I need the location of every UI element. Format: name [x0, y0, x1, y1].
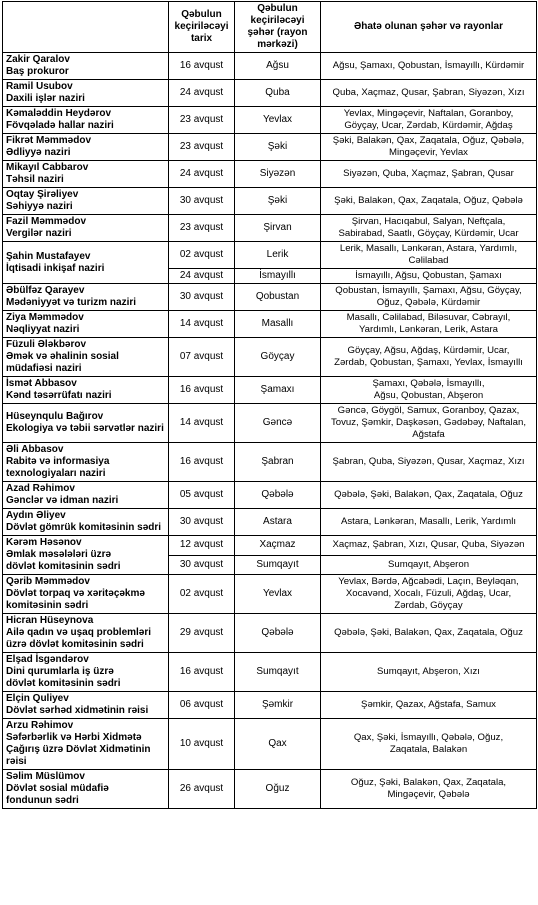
reception-date-cell: 02 avqust: [169, 242, 235, 269]
reception-city-cell: Siyəzən: [235, 161, 321, 188]
covered-areas-line: Qax, Şəki, İsmayıllı, Qəbələ, Oğuz,: [353, 732, 504, 743]
covered-areas-cell: [321, 575, 537, 614]
official-name-cell: [3, 443, 169, 482]
reception-city-cell: Lerik: [235, 242, 321, 269]
official-name: Fazil Məmmədov: [6, 216, 87, 227]
covered-areas-line: Xaçmaz, Şabran, Xızı, Qusar, Quba, Siyəzən: [332, 539, 525, 551]
official-name: İsmət Abbasov: [6, 378, 77, 389]
official-position: Dövlət sosial müdafiə: [6, 783, 109, 794]
covered-areas-cell: [321, 80, 537, 107]
reception-date-cell: 16 avqust: [169, 653, 235, 692]
reception-date-cell: 14 avqust: [169, 404, 235, 443]
official-name: Fikrət Məmmədov: [6, 135, 92, 146]
covered-areas-line: Ağsu, Qobustan, Abşeron: [373, 390, 484, 401]
covered-areas-cell: [321, 443, 537, 482]
table-row: [3, 284, 537, 311]
reception-date-cell: 24 avqust: [169, 269, 235, 284]
table-row: [3, 161, 537, 188]
table-header-row: [3, 2, 537, 53]
official-name-cell: [3, 377, 169, 404]
reception-schedule-table: [2, 1, 537, 809]
table-row: [3, 443, 537, 482]
official-name: Arzu Rəhimov: [6, 720, 74, 731]
table-row: [3, 509, 537, 536]
reception-date-cell: 30 avqust: [169, 284, 235, 311]
reception-date-cell: 30 avqust: [169, 188, 235, 215]
covered-areas-line: Astara, Lənkəran, Masallı, Lerik, Yardımlı: [340, 516, 517, 527]
covered-areas-line: Yardımlı, Lənkəran, Lerik, Astara: [359, 324, 498, 335]
reception-city-cell: Şamaxı: [235, 377, 321, 404]
covered-areas-line: Masallı, Cəlilabad, Biləsuvar, Cəbrayıl,: [346, 312, 511, 323]
covered-areas-cell: [321, 377, 537, 404]
covered-areas-cell: [321, 215, 537, 242]
reception-city-cell: Şəki: [235, 188, 321, 215]
official-name: Hicran Hüseynova: [6, 615, 94, 626]
official-position: rəisi: [6, 756, 27, 767]
official-position: Ekologiya və təbii sərvətlər naziri: [6, 423, 164, 434]
official-position: Əmlak məsələləri üzrə: [6, 549, 112, 560]
reception-city-cell: Astara: [235, 509, 321, 536]
official-position: Vergilər naziri: [6, 228, 72, 239]
covered-areas-line: Şəmkir, Qazax, Ağstafa, Samux: [361, 699, 496, 710]
covered-areas-cell: [321, 770, 537, 809]
covered-areas-line: Lerik, Masallı, Lənkəran, Astara, Yardımlı,: [339, 243, 518, 254]
official-name: Səlim Müslümov: [6, 771, 85, 782]
official-position: texnologiyaları naziri: [6, 468, 106, 479]
reception-city-cell: Yevlax: [235, 575, 321, 614]
reception-date-cell: 24 avqust: [169, 161, 235, 188]
official-name-cell: [3, 107, 169, 134]
reception-date-cell: 07 avqust: [169, 338, 235, 377]
covered-areas-cell: [321, 404, 537, 443]
official-position: fondunun sədri: [6, 795, 79, 806]
covered-areas-cell: [321, 242, 537, 269]
official-position: Təhsil naziri: [6, 174, 64, 185]
official-name-cell: [3, 242, 169, 284]
official-name: Elçin Quliyev: [6, 693, 69, 704]
covered-areas-line: Cəlilabad: [408, 255, 449, 266]
covered-areas-line: Sumqayıt, Abşeron, Xızı: [377, 666, 480, 677]
table-row: [3, 404, 537, 443]
table-row: [3, 134, 537, 161]
official-name-cell: [3, 134, 169, 161]
official-name: Oqtay Şirəliyev: [6, 189, 79, 200]
official-name: Ziya Məmmədov: [6, 312, 84, 323]
table-row: [3, 338, 537, 377]
covered-areas-cell: [321, 134, 537, 161]
reception-city-cell: Yevlax: [235, 107, 321, 134]
covered-areas-line: Zərdab, Qobustan, Şamaxı, Yevlax, İsmayıllı: [334, 357, 523, 368]
official-name: Kəmaləddin Heydərov: [6, 108, 112, 119]
covered-areas-line: Mingəçevir, Qəbələ: [387, 789, 470, 800]
covered-areas-line: Zərdab, Göyçay: [394, 600, 463, 611]
official-position: Nəqliyyat naziri: [6, 324, 80, 335]
reception-city-cell: Xaçmaz: [235, 536, 321, 556]
official-position: Gənclər və idman naziri: [6, 495, 119, 506]
table-row: [3, 482, 537, 509]
table-body: [3, 53, 537, 809]
reception-date-cell: 26 avqust: [169, 770, 235, 809]
table-row: [3, 311, 537, 338]
reception-date-cell: 16 avqust: [169, 443, 235, 482]
official-name: Azad Rəhimov: [6, 483, 75, 494]
reception-city-cell: Qax: [235, 719, 321, 770]
table-row: [3, 215, 537, 242]
covered-areas-cell: [321, 536, 537, 556]
reception-city-cell: Göyçay: [235, 338, 321, 377]
covered-areas-cell: [321, 338, 537, 377]
reception-date-cell: 12 avqust: [169, 536, 235, 556]
covered-areas-cell: [321, 555, 537, 575]
covered-areas-line: Quba, Xaçmaz, Qusar, Şabran, Siyəzən, Xızı: [332, 87, 525, 98]
official-position: dövlət komitəsinin sədri: [6, 678, 121, 689]
reception-city-cell: Sumqayıt: [235, 555, 321, 575]
official-name-cell: [3, 404, 169, 443]
official-position: Dövlət gömrük komitəsinin sədri: [6, 522, 162, 533]
covered-areas-line: Zaqatala, Balakən: [389, 744, 468, 755]
official-name-cell: [3, 575, 169, 614]
official-name-cell: [3, 338, 169, 377]
covered-areas-cell: [321, 188, 537, 215]
official-name-cell: [3, 284, 169, 311]
reception-city-cell: Gəncə: [235, 404, 321, 443]
reception-date-cell: 23 avqust: [169, 134, 235, 161]
official-name-cell: [3, 311, 169, 338]
reception-date-cell: 30 avqust: [169, 509, 235, 536]
reception-date-cell: 16 avqust: [169, 53, 235, 80]
covered-areas-line: Şirvan, Hacıqabul, Salyan, Neftçala,: [351, 216, 506, 227]
reception-date-cell: 10 avqust: [169, 719, 235, 770]
official-name-cell: [3, 482, 169, 509]
official-position: Dövlət torpaq və xəritəçəkmə: [6, 588, 145, 599]
covered-areas-cell: [321, 692, 537, 719]
official-name: Kərəm Həsənov: [6, 537, 82, 548]
covered-areas-cell: [321, 311, 537, 338]
covered-areas-line: Şamaxı, Qəbələ, İsmayıllı,: [372, 378, 485, 389]
reception-city-cell: Qobustan: [235, 284, 321, 311]
reception-city-cell: Quba: [235, 80, 321, 107]
covered-areas-line: Qobustan, İsmayıllı, Şamaxı, Ağsu, Göyçay,: [335, 285, 522, 296]
official-name: Zakir Qaralov: [6, 54, 70, 65]
reception-city-cell: Şirvan: [235, 215, 321, 242]
official-name-cell: [3, 653, 169, 692]
header-date: Qəbulun keçiriləcəyi tarix: [169, 2, 235, 53]
covered-areas-line: İsmayıllı, Ağsu, Qobustan, Şamaxı: [355, 270, 502, 281]
table-row: [3, 770, 537, 809]
reception-date-cell: 02 avqust: [169, 575, 235, 614]
official-position: Mədəniyyət və turizm naziri: [6, 297, 137, 308]
official-position: komitəsinin sədri: [6, 600, 89, 611]
official-position: Səhiyyə naziri: [6, 201, 73, 212]
official-name: Qərib Məmmədov: [6, 576, 90, 587]
covered-areas-line: Sumqayıt, Abşeron: [387, 558, 470, 570]
official-name-cell: [3, 53, 169, 80]
table-row: [3, 719, 537, 770]
table-row: [3, 692, 537, 719]
table-row: [3, 107, 537, 134]
official-name-cell: [3, 215, 169, 242]
covered-areas-cell: [321, 719, 537, 770]
reception-city-cell: Qəbələ: [235, 482, 321, 509]
covered-areas-line: Ağsu, Şamaxı, Qobustan, İsmayıllı, Kürdəmir: [332, 60, 525, 71]
reception-date-cell: 30 avqust: [169, 555, 235, 575]
official-name: Əli Abbasov: [6, 444, 64, 455]
official-position: Daxili işlər naziri: [6, 93, 85, 104]
reception-date-cell: 14 avqust: [169, 311, 235, 338]
reception-city-cell: Şabran: [235, 443, 321, 482]
official-position: Baş prokuror: [6, 66, 69, 77]
reception-city-cell: Qəbələ: [235, 614, 321, 653]
official-position: Səfərbərlik və Hərbi Xidmətə: [6, 732, 142, 743]
covered-areas-line: Tovuz, Şəmkir, Daşkəsən, Gədəbəy, Naftalan,: [331, 417, 526, 428]
official-name: Mikayıl Cabbarov: [6, 162, 89, 173]
official-name-cell: [3, 161, 169, 188]
table-row: [3, 242, 537, 269]
reception-date-cell: 23 avqust: [169, 215, 235, 242]
table-row: [3, 80, 537, 107]
official-name: Füzuli Ələkbərov: [6, 339, 87, 350]
official-name: Aydın Əliyev: [6, 510, 66, 521]
covered-areas-line: Qəbələ, Şəki, Balakən, Qax, Zaqatala, Oğuz: [334, 627, 523, 638]
official-name: Əbülfəz Qarayev: [6, 285, 85, 296]
official-name: Ramil Usubov: [6, 81, 73, 92]
official-position: üzrə dövlət komitəsinin sədri: [6, 639, 144, 650]
covered-areas-cell: [321, 161, 537, 188]
official-name-cell: [3, 719, 169, 770]
official-name-cell: [3, 509, 169, 536]
official-position: Ailə qadın və uşaq problemləri: [6, 627, 152, 638]
table-row: [3, 53, 537, 80]
covered-areas-line: Siyəzən, Quba, Xaçmaz, Şabran, Qusar: [343, 168, 514, 179]
reception-date-cell: 29 avqust: [169, 614, 235, 653]
table-row: [3, 377, 537, 404]
official-name-cell: [3, 770, 169, 809]
official-position: Əmək və əhalinin sosial: [6, 351, 119, 362]
reception-date-cell: 24 avqust: [169, 80, 235, 107]
table-row: [3, 653, 537, 692]
covered-areas-line: Gəncə, Göygöl, Samux, Goranboy, Qazax,: [337, 405, 520, 416]
header-areas: Əhatə olunan şəhər və rayonlar: [321, 2, 537, 53]
covered-areas-line: Yevlax, Bərdə, Ağcabədi, Laçın, Beyləqan,: [338, 576, 519, 587]
covered-areas-cell: [321, 509, 537, 536]
covered-areas-line: Göyçay, Ağsu, Ağdaş, Kürdəmir, Ucar,: [347, 345, 510, 356]
reception-date-cell: 06 avqust: [169, 692, 235, 719]
official-position: Dini qurumlarla iş üzrə: [6, 666, 114, 677]
covered-areas-line: Şəki, Balakən, Qax, Zaqatala, Oğuz, Qəbələ,: [332, 135, 525, 146]
official-name-cell: [3, 692, 169, 719]
official-position: dövlət komitəsinin sədri: [6, 561, 121, 572]
covered-areas-cell: [321, 482, 537, 509]
official-name-cell: [3, 536, 169, 575]
reception-city-cell: Şəki: [235, 134, 321, 161]
covered-areas-line: Göyçay, Ucar, Zərdab, Kürdəmir, Ağdaş: [344, 120, 513, 131]
official-position: Dövlət sərhəd xidmətinin rəisi: [6, 705, 149, 716]
reception-city-cell: Oğuz: [235, 770, 321, 809]
covered-areas-cell: [321, 614, 537, 653]
official-name-cell: [3, 614, 169, 653]
reception-date-cell: 16 avqust: [169, 377, 235, 404]
reception-city-cell: İsmayıllı: [235, 269, 321, 284]
covered-areas-line: Ağstafa: [412, 429, 445, 440]
covered-areas-cell: [321, 269, 537, 284]
official-name: Şahin Mustafayev: [6, 250, 91, 262]
reception-city-cell: Şəmkir: [235, 692, 321, 719]
covered-areas-line: Qəbələ, Şəki, Balakən, Qax, Zaqatala, Oğuz: [334, 489, 523, 500]
official-position: İqtisadi inkişaf naziri: [6, 262, 105, 274]
covered-areas-cell: [321, 653, 537, 692]
reception-city-cell: Ağsu: [235, 53, 321, 80]
covered-areas-line: Sabirabad, Saatlı, Göyçay, Kürdəmir, Ucar: [338, 228, 519, 239]
header-city: Qəbulun keçiriləcəyi şəhər (rayon mərkəzi): [235, 2, 321, 53]
covered-areas-line: Yevlax, Mingəçevir, Naftalan, Goranboy,: [343, 108, 514, 119]
table-row: [3, 188, 537, 215]
covered-areas-line: Mingəçevir, Yevlax: [389, 147, 468, 158]
official-position: Rabitə və informasiya: [6, 456, 110, 467]
official-name: Elşad İsgəndərov: [6, 654, 89, 665]
header-official: [3, 2, 169, 53]
covered-areas-cell: [321, 107, 537, 134]
official-position: müdafiəsi naziri: [6, 363, 82, 374]
table-row: [3, 575, 537, 614]
covered-areas-cell: [321, 53, 537, 80]
reception-date-cell: 23 avqust: [169, 107, 235, 134]
table-row: [3, 614, 537, 653]
covered-areas-cell: [321, 284, 537, 311]
covered-areas-line: Xocavənd, Xocalı, Füzuli, Ağdaş, Ucar,: [345, 588, 512, 599]
table-row: [3, 536, 537, 556]
official-position: Ədliyyə naziri: [6, 147, 71, 158]
covered-areas-line: Şabran, Quba, Siyəzən, Qusar, Xaçmaz, Xızı: [332, 456, 525, 467]
official-name: Hüseynqulu Bağırov: [6, 411, 104, 422]
covered-areas-line: Oğuz, Şəki, Balakən, Qax, Zaqatala,: [350, 777, 507, 788]
reception-city-cell: Sumqayıt: [235, 653, 321, 692]
official-position: Kənd təsərrüfatı naziri: [6, 390, 112, 401]
reception-city-cell: Masallı: [235, 311, 321, 338]
official-name-cell: [3, 80, 169, 107]
covered-areas-line: Oğuz, Qəbələ, Kürdəmir: [376, 297, 481, 308]
reception-date-cell: 05 avqust: [169, 482, 235, 509]
official-name-cell: [3, 188, 169, 215]
covered-areas-line: Şəki, Balakən, Qax, Zaqatala, Oğuz, Qəbələ: [334, 195, 523, 206]
official-position: Fövqəladə hallar naziri: [6, 120, 114, 131]
official-position: Çağırış üzrə Dövlət Xidmətinin: [6, 744, 151, 755]
